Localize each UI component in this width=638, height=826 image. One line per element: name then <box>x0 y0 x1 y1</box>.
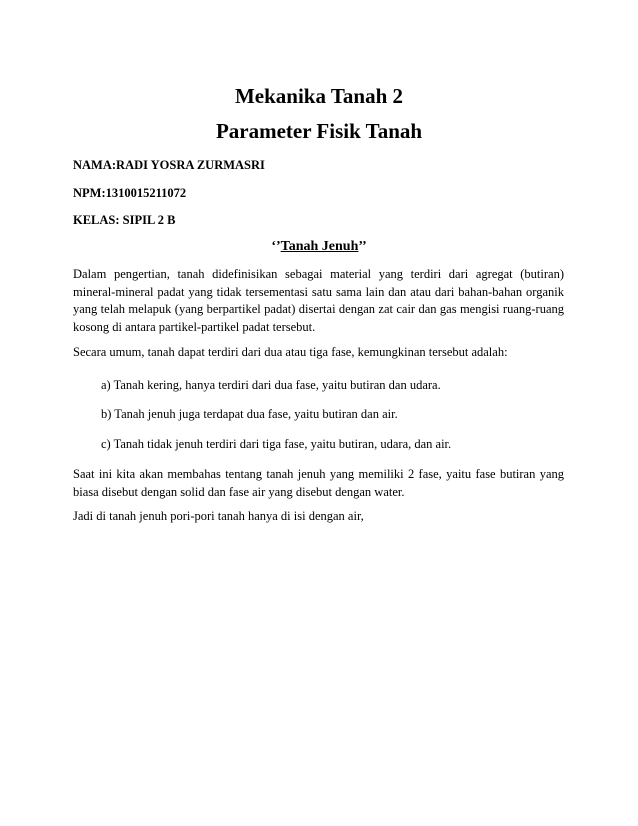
student-class: KELAS: SIPIL 2 B <box>73 213 176 227</box>
section-heading-text: Tanah Jenuh <box>280 239 359 254</box>
list-item: c) Tanah tidak jenuh terdiri dari tiga fase, yaitu butiran, udara, dan air. <box>101 437 452 451</box>
quote-close: ’’ <box>358 239 367 254</box>
paragraph-saturated-soil: Saat ini kita akan membahas tentang tanah jenuh yang memiliki 2 fase, yaitu fase butiran yang biasa disebut dengan solid dan fase air yang disebut dengan water. <box>73 467 564 499</box>
paragraph-conclusion: Jadi di tanah jenuh pori-pori tanah hanya di isi dengan air, <box>73 509 364 523</box>
list-item: a) Tanah kering, hanya terdiri dari dua fase, yaitu butiran dan udara. <box>101 378 441 392</box>
student-name: NAMA:RADI YOSRA ZURMASRI <box>73 158 265 172</box>
document-subtitle: Parameter Fisik Tanah <box>215 119 423 143</box>
section-heading <box>0 238 638 256</box>
quote-open: ‘’ <box>271 239 281 254</box>
list-item: b) Tanah jenuh juga terdapat dua fase, yaitu butiran dan air. <box>101 407 398 421</box>
student-npm: NPM:1310015211072 <box>73 186 187 200</box>
document-title: Mekanika Tanah 2 <box>234 84 404 108</box>
paragraph-phases-intro: Secara umum, tanah dapat terdiri dari dua atau tiga fase, kemungkinan tersebut adalah: <box>73 345 508 359</box>
paragraph-definition: Dalam pengertian, tanah didefinisikan sebagai material yang terdiri dari agregat (butiran) mineral-mineral padat yang tidak tersementasi satu sama lain dan atau dari bahan-bahan organik yang telah melapuk (yang berpartikel padat) disertai dengan zat cair dan gas mengisi ruang-ruang kosong di antara partikel-partikel padat tersebut. <box>73 267 564 334</box>
